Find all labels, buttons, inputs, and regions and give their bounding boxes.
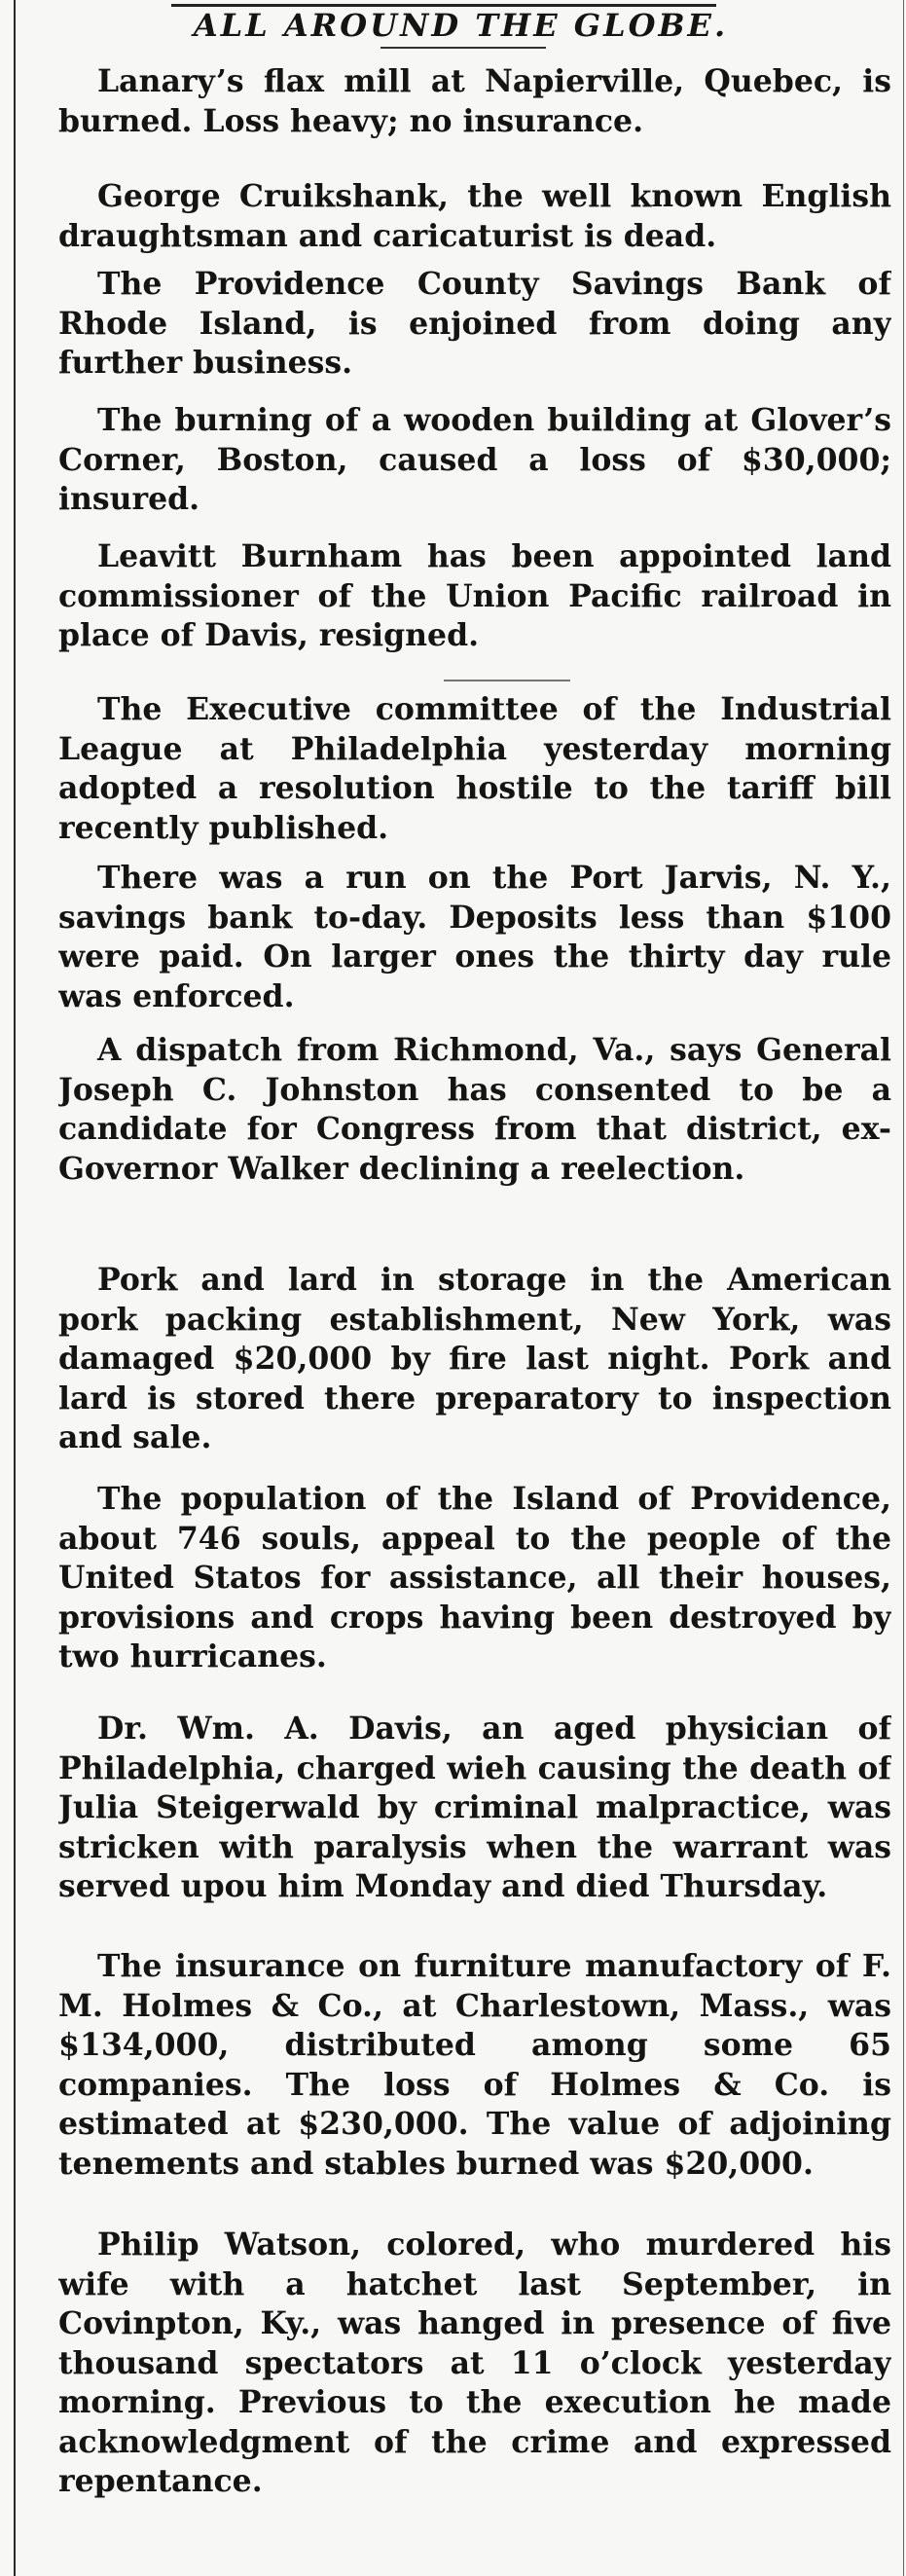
separator-rule bbox=[444, 680, 570, 681]
news-item-watson: Philip Watson, colored, who murdered his wife with a hatchet last September, in Covinpton, Ky., was hanged in presence of five thousand spectators at 11 o’clock yesterday morning. Previous to the execution he made acknowledgment of the crime and expressed repentance. bbox=[58, 2226, 891, 2499]
news-item-port-jarvis: There was a run on the Port Jarvis, N. Y., savings bank to-day. Deposits less than $100 were paid. On larger ones the thirty day rule was enforced. bbox=[58, 860, 891, 1014]
news-column bbox=[14, 0, 904, 2576]
news-item-industrial-league: The Executive committee of the Industrial League at Philadelphia yesterday morning adopted a resolution hostile to the tariff bill recently published. bbox=[58, 691, 891, 846]
news-item-burnham: Leavitt Burnham has been appointed land commissioner of the Union Pacific railroad in place of Davis, resigned. bbox=[58, 538, 891, 653]
headline: ALL AROUND THE GLOBE. bbox=[193, 7, 729, 44]
news-item-richmond: A dispatch from Richmond, Va., says General Joseph C. Johnston has consented to be a candidate for Congress from that district, ex-Governor Walker declining a reelection. bbox=[58, 1032, 891, 1187]
news-item-providence: The population of the Island of Providence, about 746 souls, appeal to the people of the United Statos for assistance, all their houses, provisions and crops having been destroyed by two hurricanes. bbox=[58, 1481, 891, 1674]
news-item-savings-bank: The Providence County Savings Bank of Rhode Island, is enjoined from doing any further business. bbox=[58, 266, 891, 381]
news-item-glovers-corner: The burning of a wooden building at Glover’s Corner, Boston, caused a loss of $30,000; insured. bbox=[58, 402, 891, 517]
news-item-davis: Dr. Wm. A. Davis, an aged physician of Philadelphia, charged wieh causing the death of Julia Steigerwald by criminal malpractice, was stricken with paralysis when the warrant was served upou him Monday and died Thursday. bbox=[58, 1711, 891, 1904]
news-item-cruikshank: George Cruikshank, the well known English draughtsman and caricaturist is dead. bbox=[58, 178, 891, 254]
news-item-pork-lard: Pork and lard in storage in the American pork packing establishment, New York, was damaged $20,000 by fire last night. Pork and lard is stored there preparatory to inspection and sale. bbox=[58, 1262, 891, 1455]
news-item-flax-mill: Lanary’s flax mill at Napierville, Quebec, is burned. Loss heavy; no insurance. bbox=[58, 63, 891, 139]
news-item-holmes: The insurance on furniture manufactory of F. M. Holmes & Co., at Charlestown, Mass., was $134,000, distributed among some 65 companies. The loss of Holmes & Co. is estimated at $230,000. The value of adjoining tenements and stables burned was $20,000. bbox=[58, 1948, 891, 2182]
headline-rule bbox=[381, 47, 546, 49]
